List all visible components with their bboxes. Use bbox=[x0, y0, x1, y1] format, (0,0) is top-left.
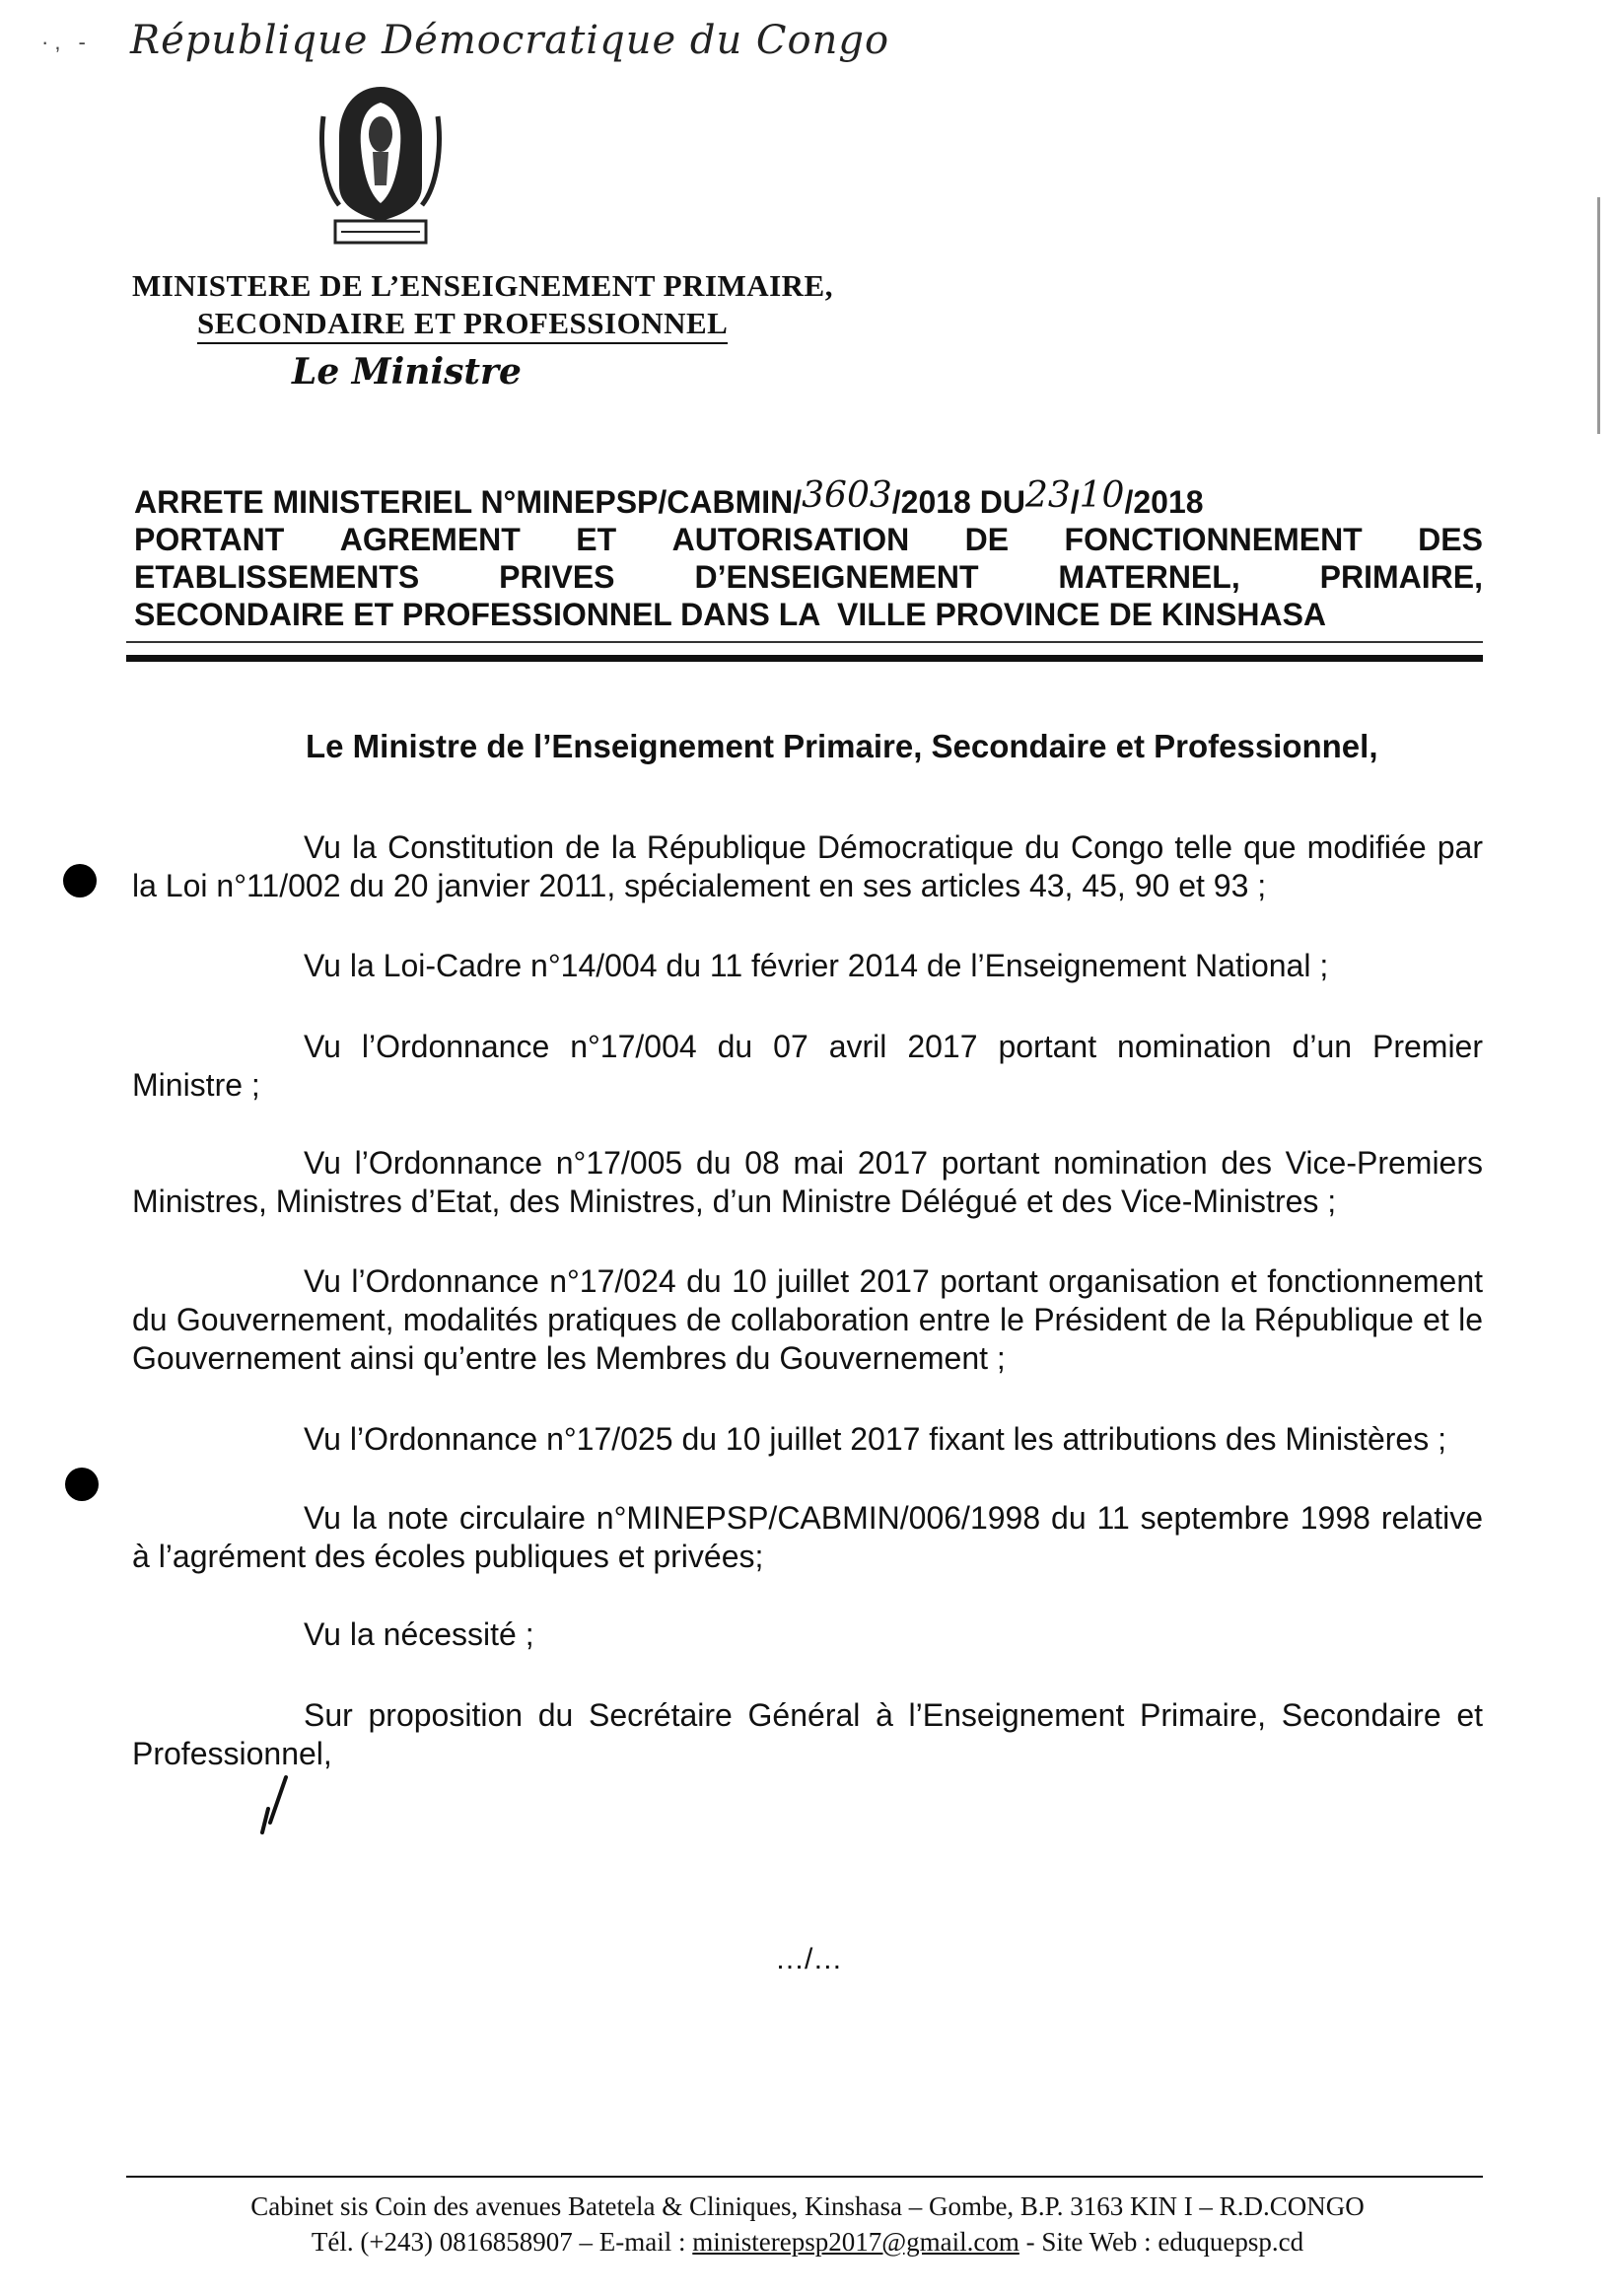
title-word: PRIVES bbox=[499, 559, 615, 595]
page-continuation: …/… bbox=[775, 1943, 843, 1975]
title-word: AGREMENT bbox=[339, 522, 521, 557]
title-word: DE bbox=[964, 522, 1010, 557]
recital-paragraph: Vu la Loi-Cadre n°14/004 du 11 février 2014 de l’Enseignement National ; bbox=[304, 948, 1329, 983]
decree-title-line4: SECONDAIRE ET PROFESSIONNEL DANS LA VILLE PROVINCE DE KINSHASA bbox=[134, 597, 1327, 632]
title-word: FONCTIONNEMENT bbox=[1064, 522, 1363, 557]
punch-hole-icon bbox=[63, 864, 97, 897]
title-word: MATERNEL, bbox=[1058, 559, 1240, 595]
footer-email-link[interactable]: ministerepsp2017@gmail.com bbox=[692, 2227, 1019, 2257]
ministry-name-line1: MINISTERE DE L’ENSEIGNEMENT PRIMAIRE, bbox=[132, 268, 833, 303]
decree-number-handwritten: 3603 bbox=[802, 475, 892, 516]
title-word: AUTORISATION bbox=[671, 522, 910, 557]
title-word: PRIMAIRE, bbox=[1319, 559, 1483, 595]
decree-title-line1: ARRETE MINISTERIEL N°MINEPSP/CABMIN/3603/2018 DU23/10/2018 bbox=[134, 475, 1204, 520]
recital-paragraph: Vu l’Ordonnance n°17/025 du 10 juillet 2017 fixant les attributions des Ministères ; bbox=[304, 1421, 1446, 1457]
decree-month-handwritten: 10 bbox=[1079, 475, 1125, 516]
addressee: Le Ministre de l’Enseignement Primaire, Secondaire et Professionnel, bbox=[306, 728, 1378, 764]
title-word: ETABLISSEMENTS bbox=[134, 559, 420, 595]
decree-title-line2 bbox=[134, 521, 1483, 558]
decree-suffix: /2018 bbox=[1124, 484, 1204, 520]
footer-contact bbox=[0, 2227, 1615, 2258]
decree-day-handwritten: 23 bbox=[1024, 475, 1071, 516]
footer-rule bbox=[126, 2176, 1483, 2178]
proposal-paragraph: Sur proposition du Secrétaire Général à l’Enseignement Primaire, Secondaire et Professionnel, bbox=[132, 1697, 1483, 1771]
signatory-title: Le Ministre bbox=[292, 351, 522, 393]
recital-paragraph: Vu la note circulaire n°MINEPSP/CABMIN/006/1998 du 11 septembre 1998 relative à l’agrément des écoles publiques et privées; bbox=[132, 1500, 1483, 1574]
decree-prefix: ARRETE MINISTERIEL N°MINEPSP/CABMIN/ bbox=[134, 484, 803, 520]
title-word: D’ENSEIGNEMENT bbox=[694, 559, 979, 595]
decree-mid: /2018 DU bbox=[891, 484, 1025, 520]
punch-hole-icon bbox=[65, 1468, 99, 1501]
recital-paragraph: Vu la Constitution de la République Démocratique du Congo telle que modifiée par la Loi n°11/002 du 20 janvier 2011, spécialement en ses articles 43, 45, 90 et 93 ; bbox=[132, 829, 1483, 903]
title-word: PORTANT bbox=[134, 522, 285, 557]
recital-paragraph: Vu la nécessité ; bbox=[304, 1616, 534, 1652]
scan-specks: ·, - bbox=[41, 30, 92, 54]
coat-of-arms-icon bbox=[317, 77, 444, 251]
handwritten-check-icon bbox=[256, 1773, 296, 1836]
title-word: ET bbox=[576, 522, 617, 557]
title-underline bbox=[126, 655, 1483, 662]
ministry-name-line2: SECONDAIRE ET PROFESSIONNEL bbox=[197, 306, 728, 344]
title-word: DES bbox=[1418, 522, 1483, 557]
recital-paragraph: Vu l’Ordonnance n°17/004 du 07 avril 2017 portant nomination d’un Premier Ministre ; bbox=[132, 1029, 1483, 1103]
title-underline-thin bbox=[126, 641, 1483, 643]
recital-paragraph: Vu l’Ordonnance n°17/005 du 08 mai 2017 portant nomination des Vice-Premiers Ministres, Ministres d’Etat, des Ministres, d’un Ministre Délégué et des Vice-Ministres ; bbox=[132, 1145, 1483, 1219]
footer-website: - Site Web : eduquepsp.cd bbox=[1018, 2227, 1304, 2257]
scan-edge-mark bbox=[1597, 197, 1600, 434]
republic-heading: République Démocratique du Congo bbox=[130, 18, 890, 63]
footer-tel: Tél. (+243) 0816858907 – E-mail : bbox=[311, 2227, 693, 2257]
decree-title bbox=[134, 475, 1483, 633]
recital-paragraph: Vu l’Ordonnance n°17/024 du 10 juillet 2017 portant organisation et fonctionnement du Gouvernement, modalités pratiques de collaboration entre le Président de la République et le Gouvernement ainsi qu’entre les Membres du Gouvernement ; bbox=[132, 1263, 1483, 1376]
footer-address: Cabinet sis Coin des avenues Batetela & Cliniques, Kinshasa – Gombe, B.P. 3163 KIN I – R.D.CONGO bbox=[250, 2191, 1365, 2221]
decree-title-line3 bbox=[134, 558, 1483, 596]
